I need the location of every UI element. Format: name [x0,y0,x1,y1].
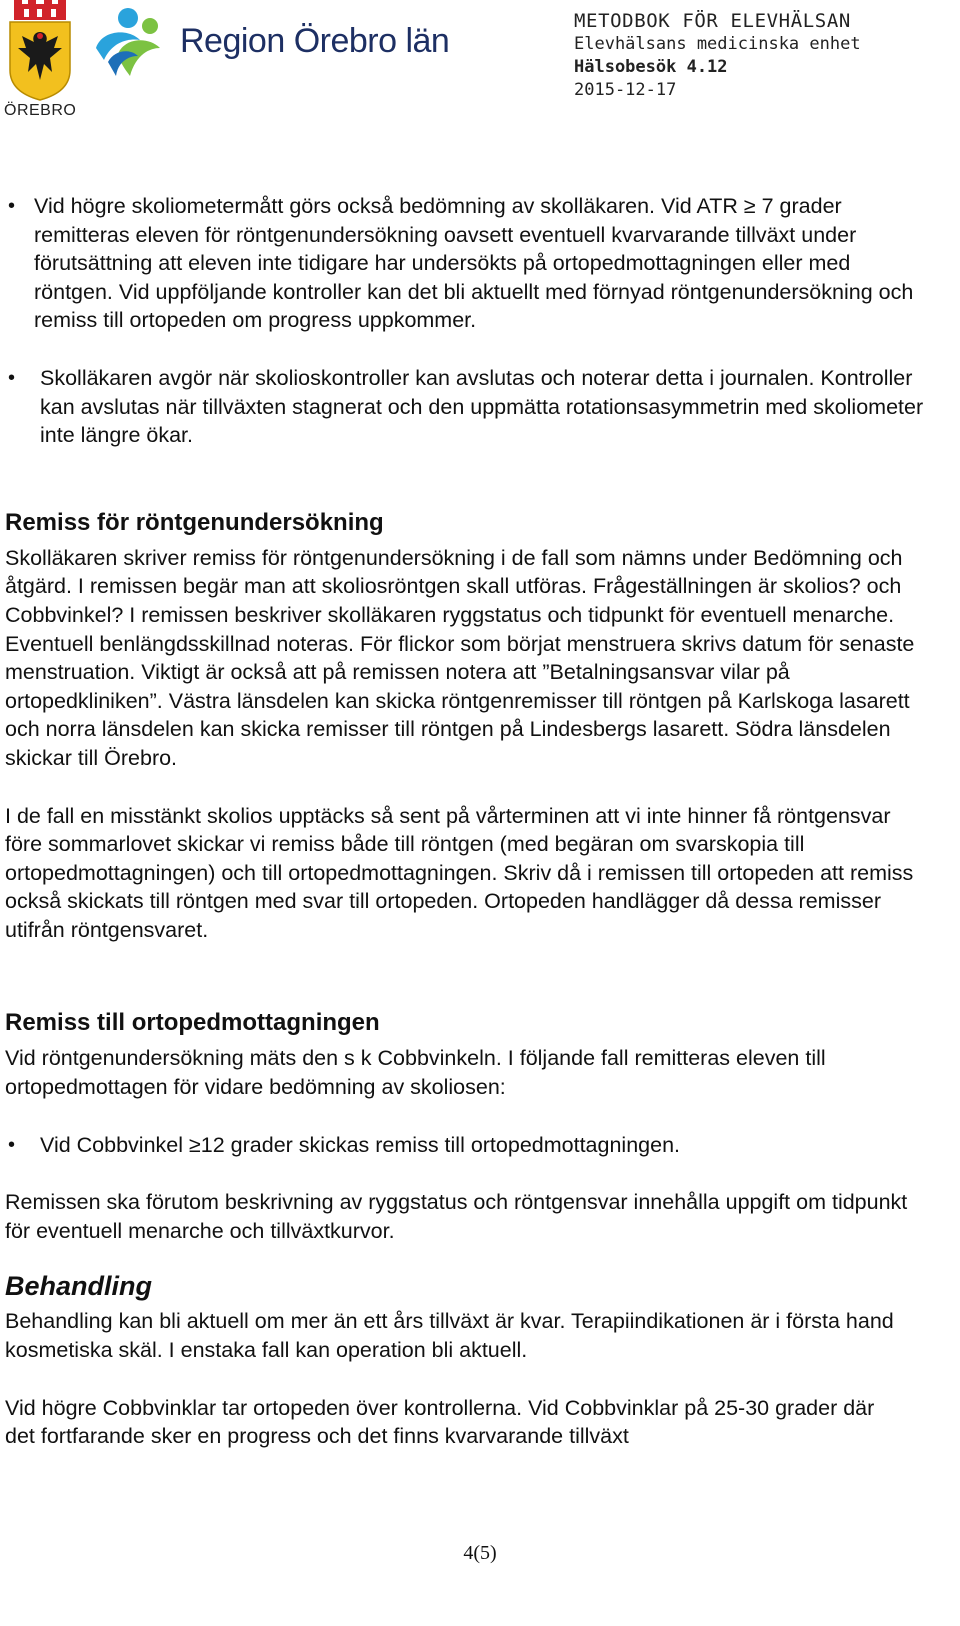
paragraph: Vid högre Cobbvinklar tar ortopeden över kontrollerna. Vid Cobbvinklar på 25-30 grader där det fortfarande sker en progress och det finns kvarvarande tillväxt [5,1395,875,1449]
region-name: Region Örebro län [180,22,450,60]
section-heading-ortho: Remiss till ortopedmottagningen [5,1009,380,1037]
paragraph: Behandling kan bli aktuell om mer än ett års tillväxt är kvar. Terapiindikationen är i första hand kosmetiska skäl. I enstaka fall kan operation bli aktuell. [5,1309,894,1363]
bullet-text: • Vid högre skoliometermått görs också bedömning av skolläkaren. Vid ATR ≥ 7 grader remitteras eleven för röntgenundersökning oavsett eventuell kvarvarande tillväxt under förutsättning att eleven inte tidigare har undersökts på ortopedmottagningen eller med röntgen. Vid uppföljande kontroller kan det bli aktuellt med förnyad röntgenundersökning och remiss till ortopeden om progress uppkommer. [34,194,914,333]
paragraph: Skolläkaren skriver remiss för röntgenundersökning i de fall som nämns under Bedömning och åtgärd. I remissen begär man att skoliosröntgen skall utföras. Frågeställningen är skolios? och Cobbvinkel? I remissen beskriver skolläkaren ryggstatus och tidpunkt för eventuell menarche. Eventuell benlängdsskillnad noteras. För flickor som börjat menstruera skrivs datum för senaste menstruation. Viktigt är också att på remissen notera att ”Betalningsansvar vilar på ortopedkliniken”. Västra länsdelen kan skicka röntgenremisser till röntgen på Karlskoga lasarett och norra länsdelen kan skicka remisser till röntgen på Lindesbergs lasarett. Södra länsdelen skickar till Örebro. [5,545,915,770]
page-number: 4(5) [463,1542,497,1564]
document-body [5,192,930,1451]
crest-caption: ÖREBRO [4,102,77,119]
paragraph: Remissen ska förutom beskrivning av ryggstatus och röntgensvar innehålla uppgift om tidpunkt för eventuell menarche och tillväxtkurvor. [5,1190,908,1243]
section-heading-xray: Remiss för röntgenundersökning [5,508,384,536]
unit-name: Elevhälsans medicinska enhet [574,34,861,54]
section-heading-treatment: Behandling [5,1271,152,1302]
bullet-text: • Vid Cobbvinkel ≥12 grader skickas remiss till ortopedmottagningen. [40,1132,681,1157]
region-orebro-logo-icon [88,4,178,84]
document-date: 2015-12-17 [574,80,677,100]
header-meta [574,10,861,102]
bullet-item [5,364,930,450]
bullet-item [5,192,930,335]
paragraph: Vid röntgenundersökning mäts den s k Cobbvinkeln. I följande fall remitteras eleven till ortopedmottagen för vidare bedömning av skoliosen: [5,1046,826,1100]
bullet-text: • Skolläkaren avgör när skolioskontroller kan avslutas och noterar detta i journalen. Kontroller kan avslutas när tillväxten stagnerat och den uppmätta rotationsasymmetrin med skoliometer inte längre ökar. [40,365,924,448]
document-title: METODBOK FÖR ELEVHÄLSAN [574,10,851,32]
bullet-item [5,1131,930,1160]
paragraph: I de fall en misstänkt skolios upptäcks så sent på vårterminen att vi inte hinner få röntgensvar före sommarlovet skickar vi remiss både till röntgen (med begäran om svarskopia till ortopedmottagningen) och till ortopedmottagningen. Skriv då i remissen till ortopeden att remiss också skickats till röntgen med svar till ortopeden. Ortopeden handlägger då dessa remisser utifrån röntgensvaret. [5,803,914,942]
visit-label: Hälsobesök 4.12 [574,57,728,77]
